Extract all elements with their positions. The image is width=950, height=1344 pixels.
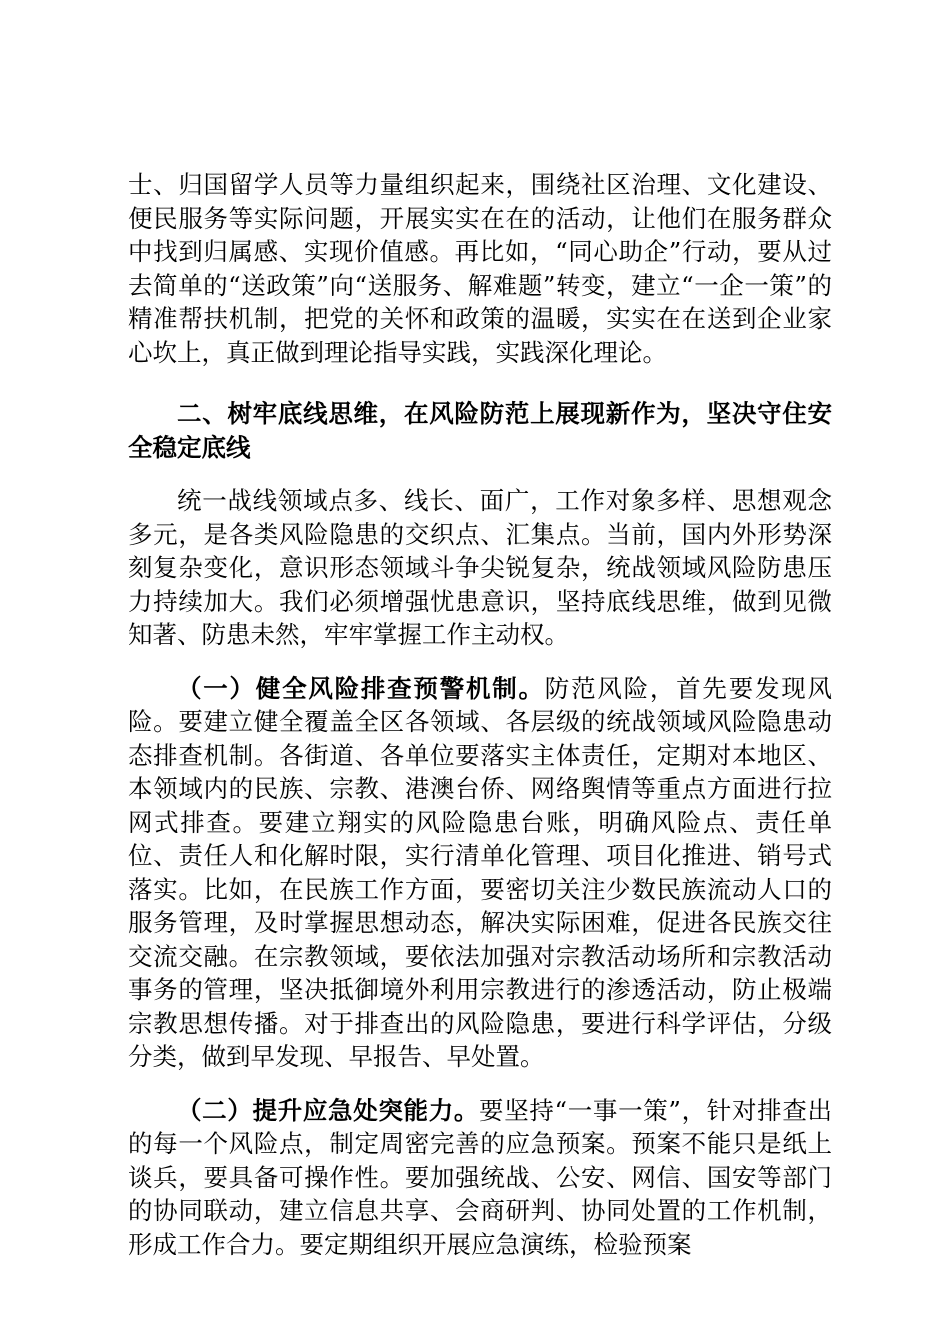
item-2-body: 要坚持“一事一策”，针对排查出的每一个风险点，制定周密完善的应急预案。预案不能只是纸上谈兵，要具备可操作性。要加强统战、公安、网信、国安等部门的协同联动，建立信息共享、会商研判、协同处置的工作机制，形成工作合力。要定期组织开展应急演练，检验预案 xyxy=(128,1095,832,1259)
item-1-lead: （一）健全风险排查预警机制。 xyxy=(177,673,545,703)
document-body xyxy=(128,168,832,1261)
paragraph-continuation: 士、归国留学人员等力量组织起来，围绕社区治理、文化建设、便民服务等实际问题，开展实实在在的活动，让他们在服务群众中找到归属感、实现价值感。再比如，“同心助企”行动，要从过去简单的“送政策”向“送服务、解难题”转变，建立“一企一策”的精准帮扶机制，把党的关怀和政策的温暖，实实在在送到企业家心坎上，真正做到理论指导实践，实践深化理论。 xyxy=(128,170,832,367)
item-1-body: 防范风险，首先要发现风险。要建立健全覆盖全区各领域、各层级的统战领域风险隐患动态排查机制。各街道、各单位要落实主体责任，定期对本地区、本领域内的民族、宗教、港澳台侨、网络舆情等重点方面进行拉网式排查。要建立翔实的风险隐患台账，明确风险点、责任单位、责任人和化解时限，实行清单化管理、项目化推进、销号式落实。比如，在民族工作方面，要密切关注少数民族流动人口的服务管理，及时掌握思想动态，解决实际困难，促进各民族交往交流交融。在宗教领域，要依法加强对宗教活动场所和宗教活动事务的管理，坚决抵御境外利用宗教进行的渗透活动，防止极端宗教思想传播。对于排查出的风险隐患，要进行科学评估，分级分类，做到早发现、早报告、早处置。 xyxy=(128,673,833,1071)
paragraph-intro xyxy=(128,484,832,652)
paragraph-item-2 xyxy=(128,1094,832,1262)
paragraph-intro-text: 统一战线领域点多、线长、面广，工作对象多样、思想观念多元，是各类风险隐患的交织点、汇集点。当前，国内外形势深刻复杂变化，意识形态领域斗争尖锐复杂，统战领域风险防患压力持续加大。我们必须增强忧患意识，坚持底线思维，做到见微知著、防患未然，牢牢掌握工作主动权。 xyxy=(128,486,832,649)
item-2-lead: （二）提升应急处突能力。 xyxy=(177,1095,480,1125)
paragraph-item-1 xyxy=(128,672,832,1074)
section-heading: 二、树牢底线思维，在风险防范上展现新作为，坚决守住安全稳定底线 xyxy=(128,399,832,462)
